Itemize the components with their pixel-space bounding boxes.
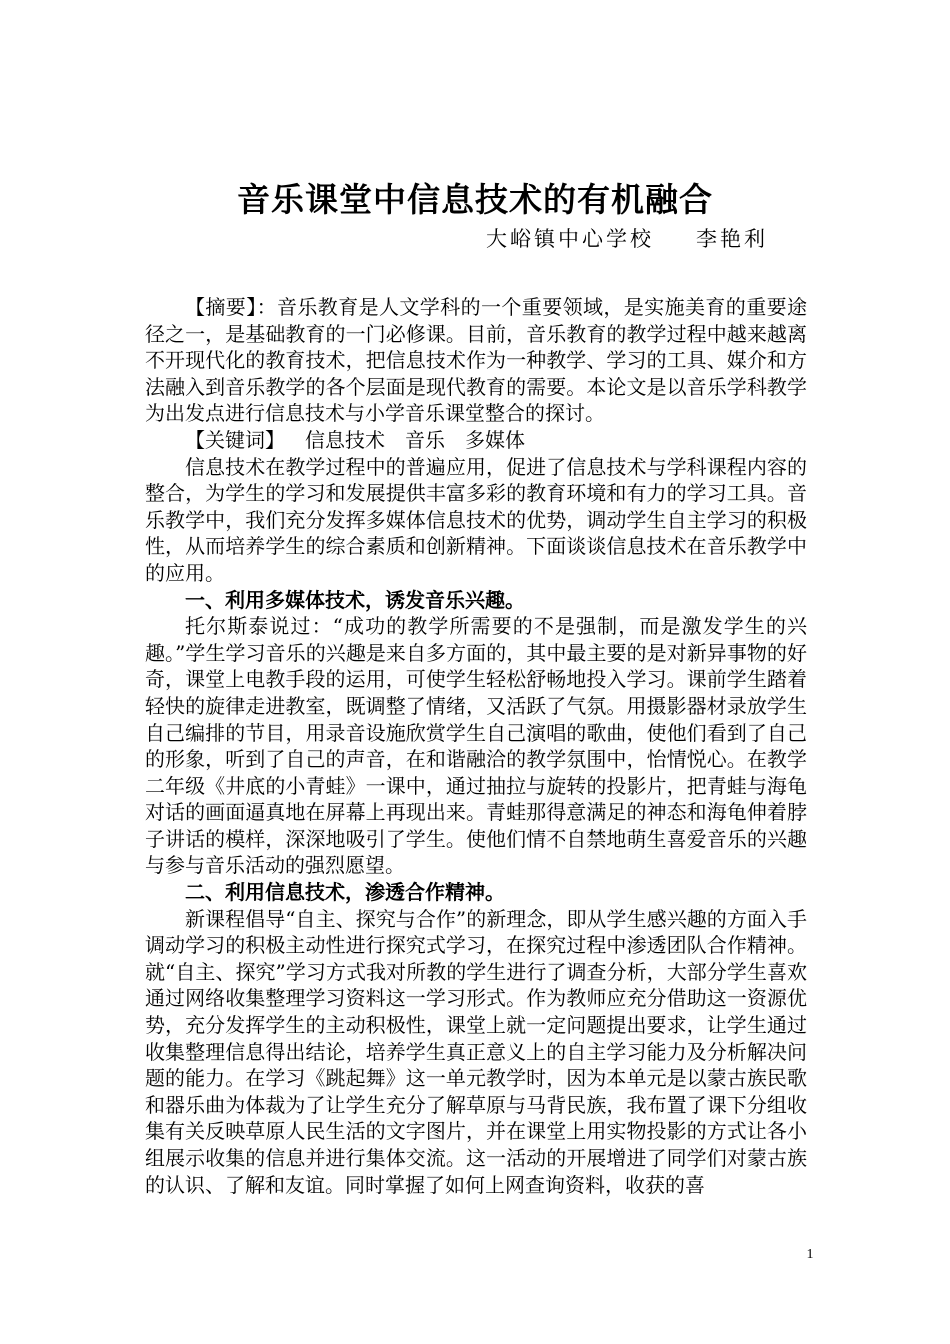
keyword-item: 音乐 — [405, 427, 445, 452]
keywords-label: 【关键词】 — [185, 427, 285, 452]
author-school: 大峪镇中心学校 — [486, 227, 654, 251]
intro-paragraph: 信息技术在教学过程中的普遍应用，促进了信息技术与学科课程内容的整合，为学生的学习和发展提供丰富多彩的教育环境和有力的学习工具。音乐教学中，我们充分发挥多媒体信息技术的优势，调动学生自主学习的积极性，从而培养学生的综合素质和创新精神。下面谈谈信息技术在音乐教学中的应用。 — [145, 454, 807, 585]
section-heading: 一、利用多媒体技术，诱发音乐兴趣。 — [185, 587, 525, 612]
keywords-paragraph — [145, 427, 807, 454]
document-body — [145, 294, 807, 1198]
document-title: 音乐课堂中信息技术的有机融合 — [237, 180, 713, 219]
abstract-paragraph: 【摘要】：音乐教育是人文学科的一个重要领域，是实施美育的重要途径之一，是基础教育的一门必修课。目前，音乐教育的教学过程中越来越离不开现代化的教育技术，把信息技术作为一种教学、学习的工具、媒介和方法融入到音乐教学的各个层面是现代教育的需要。本论文是以音乐学科教学为出发点进行信息技术与小学音乐课堂整合的探讨。 — [145, 295, 807, 426]
author-line — [486, 224, 768, 254]
author-name: 李艳利 — [696, 227, 768, 251]
keyword-item: 多媒体 — [465, 427, 525, 452]
page-number: 1 — [806, 1247, 814, 1262]
section-paragraph: 新课程倡导“自主、探究与合作”的新理念，即从学生感兴趣的方面入手调动学习的积极主动性进行探究式学习，在探究过程中渗透团队合作精神。就“自主、探究”学习方式我对所教的学生进行了调查分析，大部分学生喜欢通过网络收集整理学习资料这一学习形式。作为教师应充分借助这一资源优势，充分发挥学生的主动积极性，课堂上就一定问题提出要求，让学生通过收集整理信息得出结论，培养学生真正意义上的自主学习能力及分析解决问题的能力。在学习《跳起舞》这一单元教学时，因为本单元是以蒙古族民歌和器乐曲为体裁为了让学生充分了解草原与马背民族，我布置了课下分组收集有关反映草原人民生活的文字图片，并在课堂上用实物投影的方式让各小组展示收集的信息并进行集体交流。这一活动的开展增进了同学们对蒙古族的认识、了解和友谊。同时掌握了如何上网查询资料，收获的喜 — [145, 906, 807, 1197]
section-paragraph: 托尔斯泰说过：“成功的教学所需要的不是强制，而是激发学生的兴趣。”学生学习音乐的兴趣是来自多方面的，其中最主要的是对新异事物的好奇，课堂上电教手段的运用，可使学生轻松舒畅地投入学习。课前学生踏着轻快的旋律走进教室，既调整了情绪，又活跃了气氛。用摄影器材录放学生自己编排的节目，用录音设施欣赏学生自己演唱的歌曲，使他们看到了自己的形象，听到了自己的声音，在和谐融洽的教学氛围中，怡情悦心。在教学二年级《井底的小青蛙》一课中，通过抽拉与旋转的投影片，把青蛙与海龟对话的画面逼真地在屏幕上再现出来。青蛙那得意满足的神态和海龟伸着脖子讲话的模样，深深地吸引了学生。使他们情不自禁地萌生喜爱音乐的兴趣与参与音乐活动的强烈愿望。 — [145, 614, 807, 878]
section-heading: 二、利用信息技术，渗透合作精神。 — [185, 880, 505, 905]
keyword-item: 信息技术 — [305, 427, 385, 452]
